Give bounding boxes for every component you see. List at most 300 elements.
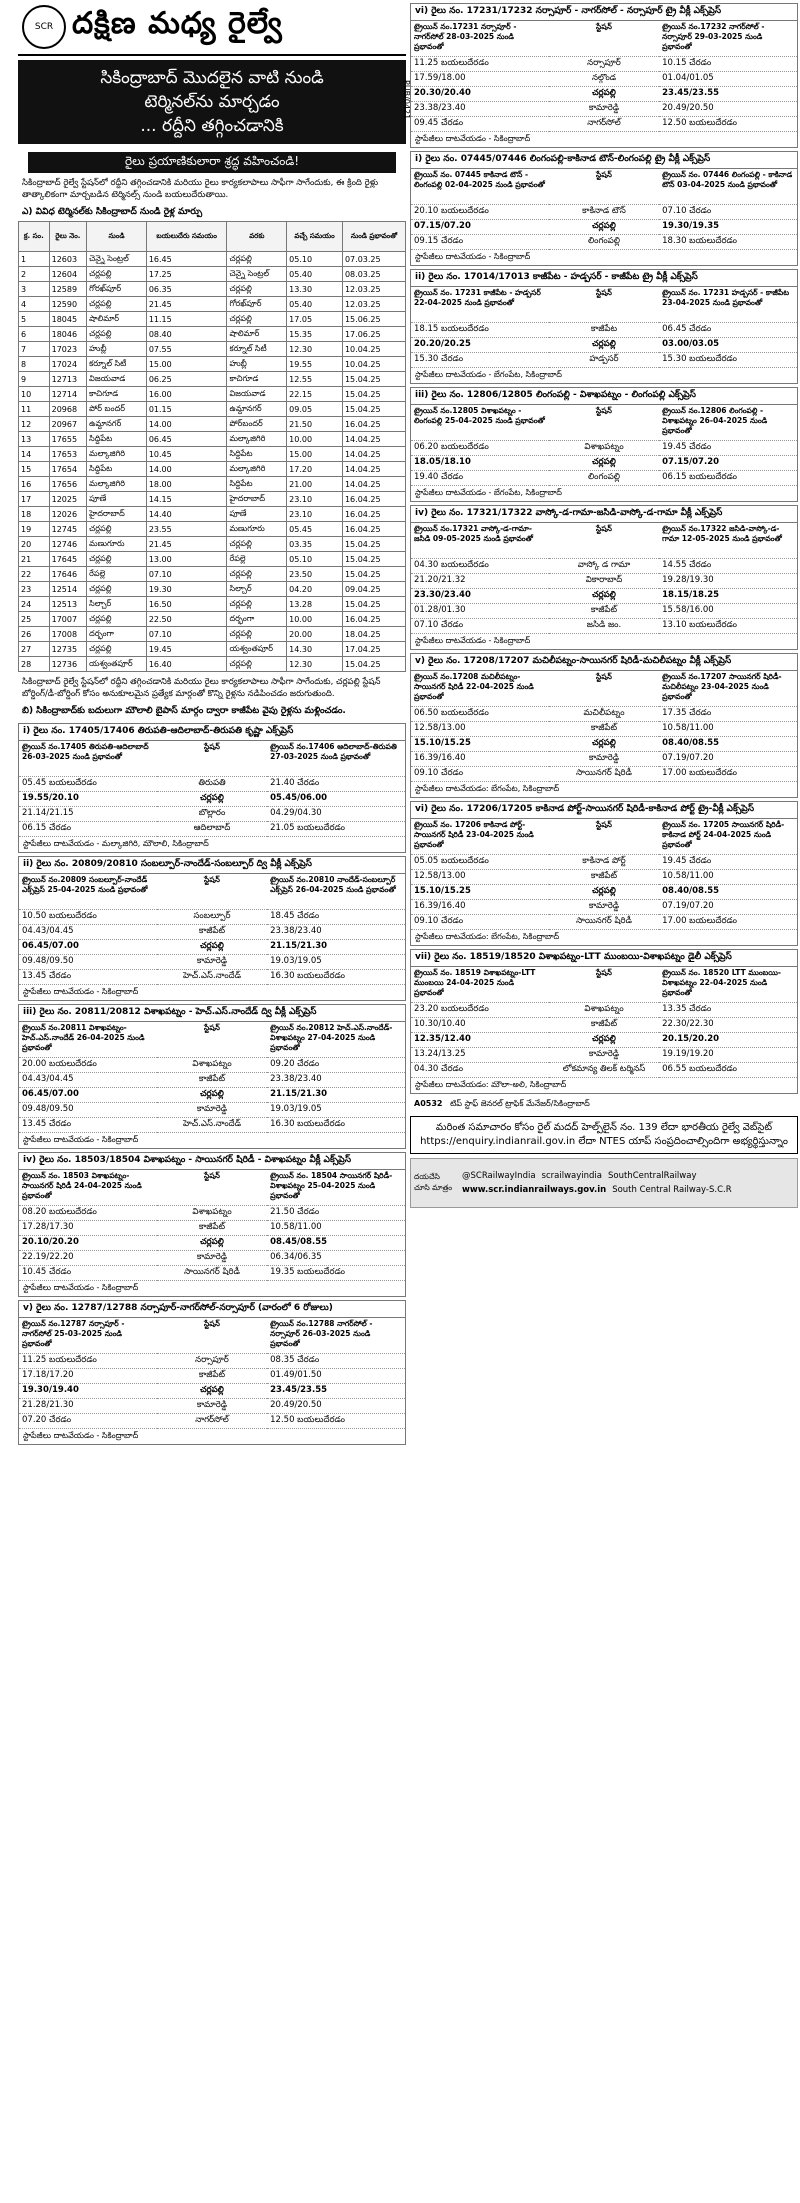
timing-cell: 06.45 చేరడం bbox=[659, 323, 797, 338]
table-row bbox=[19, 357, 406, 372]
table-cell: 04.20 bbox=[287, 582, 343, 597]
table-cell: 05.10 bbox=[287, 252, 343, 267]
timing-cell: లోకమాన్య తిలక్ టర్మినస్ bbox=[549, 1063, 659, 1078]
timing-cell: చర్లపల్లి bbox=[549, 456, 659, 471]
timing-cell: 23.45/23.55 bbox=[659, 87, 797, 102]
timing-header-mid: స్టేషన్ bbox=[157, 741, 267, 777]
social-links bbox=[462, 1171, 732, 1181]
timing-cell: 13.10 బయలుదేరడం bbox=[659, 619, 797, 634]
table-cell: కర్నూల్ సిటీ bbox=[227, 342, 287, 357]
table-cell: 15.04.25 bbox=[342, 657, 405, 672]
timing-cell: 13.35 చేరడం bbox=[659, 1003, 797, 1018]
timing-header-left: ట్రైయిన్ నం. 17231 కాజీపేట - హడ్పసర్ 22-04-2025 నుండి ప్రభావంతో bbox=[411, 287, 549, 323]
skipped-stoppages-note: స్టాపేజీలు దాటవేయడం - సికింద్రాబాద్ bbox=[415, 252, 531, 261]
timing-cell: 21.28/21.30 bbox=[19, 1399, 157, 1414]
timing-header-left: ట్రైయిన్ నం.17405 తిరుపతి-ఆదిలాబాద్ 26-03-2025 నుండి ప్రభావంతో bbox=[19, 741, 157, 777]
timing-cell: 19.40 చేరడం bbox=[411, 471, 549, 486]
twitter-handle[interactable]: @SCRailwayIndia bbox=[462, 1171, 536, 1181]
section-b-heading: బి) సికింద్రాబాద్‌కు బదులుగా మౌలాలి బైపాస్ మార్గం ద్వారా కాజీపేట వైపు రైళ్లను మళ్లించడం. bbox=[22, 706, 346, 716]
table-cell: షాలిమార్ bbox=[227, 327, 287, 342]
table-cell: గోరఖ్‌పూర్ bbox=[87, 282, 147, 297]
table-cell: 12.55 bbox=[287, 372, 343, 387]
timing-header-right: ట్రైయిన్ నం.17232 నాగర్‌సోల్ - నర్సాపూర్ 29-03-2025 నుండి ప్రభావంతో bbox=[659, 21, 797, 57]
table-row bbox=[19, 417, 406, 432]
table-cell: 15.04.25 bbox=[342, 387, 405, 402]
skipped-stoppages-note: స్టాపేజీలు దాటవేయడం: బేగంపేట, సికింద్రాబాద్ bbox=[415, 784, 560, 793]
table-cell: చర్లపల్లి bbox=[87, 642, 147, 657]
timing-cell: 19.45 చేరడం bbox=[659, 441, 797, 456]
table-cell: 14.00 bbox=[146, 417, 227, 432]
timing-cell: విశాఖపట్నం bbox=[157, 1058, 267, 1073]
table-cell: 19 bbox=[19, 522, 50, 537]
section-a-heading: ఎ) వివిధ టెర్మినల్‌కు సికింద్రాబాద్ నుండి రైళ్ల మార్పు bbox=[22, 207, 203, 217]
timing-cell: 06.50 బయలుదేరడం bbox=[411, 707, 549, 722]
timing-cell: 10.58/11.00 bbox=[659, 870, 797, 885]
timing-header-left: ట్రైయిన్ నం.12787 నర్సాపూర్ - నాగర్‌సోల్ 25-03-2025 నుండి ప్రభావంతో bbox=[19, 1318, 157, 1354]
table-cell: 18 bbox=[19, 507, 50, 522]
table-row bbox=[19, 627, 406, 642]
table-row bbox=[19, 267, 406, 282]
timing-grid bbox=[411, 819, 797, 930]
table-row bbox=[19, 447, 406, 462]
timing-header-right: ట్రైయిన్ నం.17406 ఆదిలాబాద్-తిరుపతి 27-03-2025 నుండి ప్రభావంతో bbox=[267, 741, 405, 777]
table-cell: మల్కాజిగిరి bbox=[227, 432, 287, 447]
timing-cell: 14.55 చేరడం bbox=[659, 559, 797, 574]
table-cell: 8 bbox=[19, 357, 50, 372]
timing-cell: 21.15/21.30 bbox=[267, 1088, 405, 1103]
table-cell: 21.50 bbox=[287, 417, 343, 432]
table-row bbox=[19, 372, 406, 387]
table-cell: కాచిగూడ bbox=[87, 387, 147, 402]
ad-code: A0532 bbox=[414, 1099, 443, 1108]
train-block-heading: iv) రైలు నం. 17321/17322 వాస్కో-డ-గామా-జసిడి-వాస్కో-డ-గామా వీక్లీ ఎక్స్‌ప్రెస్ bbox=[411, 506, 797, 523]
timing-cell: 15.30 చేరడం bbox=[411, 353, 549, 368]
timing-cell: సాయినగర్ షిరిడీ bbox=[549, 767, 659, 782]
table-cell: 14.04.25 bbox=[342, 432, 405, 447]
table-cell: 13 bbox=[19, 432, 50, 447]
skipped-stoppages-note: స్టాపేజీలు దాటవేయడం - సికింద్రాబాద్ bbox=[23, 1283, 139, 1292]
timing-cell: 09.48/09.50 bbox=[19, 955, 157, 970]
timing-cell: 19.30/19.35 bbox=[659, 220, 797, 235]
table-row bbox=[19, 477, 406, 492]
timing-cell: 21.14/21.15 bbox=[19, 807, 157, 822]
table-row bbox=[19, 297, 406, 312]
table-cell: సిద్దిపేట bbox=[87, 462, 147, 477]
table-cell: 19.30 bbox=[146, 582, 227, 597]
timing-header-mid: స్టేషన్ bbox=[157, 1022, 267, 1058]
table-cell: 06.35 bbox=[146, 282, 227, 297]
table-cell: 16.04.25 bbox=[342, 612, 405, 627]
terminal-change-table bbox=[18, 221, 406, 672]
table-cell: 13.28 bbox=[287, 597, 343, 612]
timing-cell: చర్లపల్లి bbox=[549, 1033, 659, 1048]
timing-cell: 20.30/20.40 bbox=[411, 87, 549, 102]
table-cell: 07.10 bbox=[146, 567, 227, 582]
table-cell: 19.45 bbox=[146, 642, 227, 657]
train-diversion-block bbox=[410, 505, 798, 650]
table-cell: సిల్చార్ bbox=[227, 582, 287, 597]
table-cell: 14.04.25 bbox=[342, 462, 405, 477]
table-cell: 26 bbox=[19, 627, 50, 642]
table-cell: 13.00 bbox=[146, 552, 227, 567]
timing-cell: 06.15 చేరడం bbox=[19, 822, 157, 837]
timing-grid bbox=[19, 1022, 405, 1133]
table-cell: 15.04.25 bbox=[342, 597, 405, 612]
timing-cell: 13.45 చేరడం bbox=[19, 1118, 157, 1133]
timing-cell: 01.28/01.30 bbox=[411, 604, 549, 619]
table-cell: పోర్‌బందర్ bbox=[227, 417, 287, 432]
timing-cell: చర్లపల్లి bbox=[549, 87, 659, 102]
table-cell: 14.30 bbox=[287, 642, 343, 657]
table-cell: 14.15 bbox=[146, 492, 227, 507]
timing-cell: లింగంపల్లి bbox=[549, 471, 659, 486]
timing-header-mid: స్టేషన్ bbox=[549, 523, 659, 559]
timing-cell: 17.59/18.00 bbox=[411, 72, 549, 87]
instagram-handle[interactable]: scrailwayindia bbox=[541, 1171, 602, 1181]
timing-cell: 19.45 చేరడం bbox=[659, 855, 797, 870]
timing-cell: 21.40 చేరడం bbox=[267, 777, 405, 792]
timing-cell: నర్సాపూర్ bbox=[549, 57, 659, 72]
timing-cell: 08.35 చేరడం bbox=[267, 1354, 405, 1369]
table-cell: 17024 bbox=[49, 357, 87, 372]
table-row bbox=[19, 582, 406, 597]
timing-cell: కామారెడ్డి bbox=[157, 1251, 267, 1266]
timing-cell: 17.00 బయలుదేరడం bbox=[659, 767, 797, 782]
timing-cell: 10.58/11.00 bbox=[659, 722, 797, 737]
table-cell: చర్లపల్లి bbox=[227, 597, 287, 612]
timing-cell: 15.10/15.25 bbox=[411, 885, 549, 900]
table-cell: 23.10 bbox=[287, 507, 343, 522]
timing-cell: 04.29/04.30 bbox=[267, 807, 405, 822]
timing-cell: 06.45/07.00 bbox=[19, 940, 157, 955]
timing-cell: 21.05 బయలుదేరడం bbox=[267, 822, 405, 837]
timing-grid bbox=[411, 287, 797, 368]
timing-cell: 22.30/22.30 bbox=[659, 1018, 797, 1033]
timing-header-left: ట్రైయిన్ నం.17321 వాస్కో-డ-గామా-జసిడి 09-05-2025 నుండి ప్రభావంతో bbox=[411, 523, 549, 559]
table-cell: 15.00 bbox=[146, 357, 227, 372]
table-cell: 05.40 bbox=[287, 297, 343, 312]
table-row bbox=[19, 387, 406, 402]
timing-cell: కాజీపేట్ bbox=[549, 604, 659, 619]
table-cell: 07.03.25 bbox=[342, 252, 405, 267]
timing-cell: 15.30 బయలుదేరడం bbox=[659, 353, 797, 368]
table-cell: 22.15 bbox=[287, 387, 343, 402]
table-cell: షాలిమార్ bbox=[87, 312, 147, 327]
timing-cell: చర్లపల్లి bbox=[549, 220, 659, 235]
helpline-box: మరింత సమాచారం కోసం రైల్ మదద్ హెల్ప్‌లైన్ నం. 139 లేదా భారతీయ రైల్వే వెబ్‌సైట్ https://enquiry.indianrail.gov.in లేదా NTES యాప్ సంప్రదించాల్సిందిగా అభ్యర్థిస్తున్నాం bbox=[410, 1116, 798, 1154]
timing-cell: మచిలీపట్నం bbox=[549, 707, 659, 722]
table-cell: 16.04.25 bbox=[342, 492, 405, 507]
table-cell: 12025 bbox=[49, 492, 87, 507]
table-cell: 08.40 bbox=[146, 327, 227, 342]
table-cell: చర్లపల్లి bbox=[227, 537, 287, 552]
table-cell: 12.03.25 bbox=[342, 297, 405, 312]
table-cell: 10.04.25 bbox=[342, 342, 405, 357]
timing-cell: 04.43/04.45 bbox=[19, 925, 157, 940]
table-cell: 17653 bbox=[49, 447, 87, 462]
table-cell: 15.04.25 bbox=[342, 537, 405, 552]
table-cell: 09.05 bbox=[287, 402, 343, 417]
table-cell: మణుగూరు bbox=[87, 537, 147, 552]
timing-cell: సాయినగర్ షిరిడీ bbox=[157, 1266, 267, 1281]
timing-header-mid: స్టేషన్ bbox=[549, 21, 659, 57]
table-cell: 20968 bbox=[49, 402, 87, 417]
timing-header-left: ట్రైయిన్ నం. 18519 విశాఖపట్నం-LTT ముంబయి 24-04-2025 నుండి ప్రభావంతో bbox=[411, 967, 549, 1003]
right-column bbox=[410, 0, 798, 1208]
diversion-blocks-right bbox=[410, 3, 798, 1094]
timing-header-mid: స్టేషన్ bbox=[549, 671, 659, 707]
timing-cell: 11.25 బయలుదేరడం bbox=[411, 57, 549, 72]
timing-cell: కాజీపేట్ bbox=[549, 1018, 659, 1033]
table-cell: చర్లపల్లి bbox=[87, 297, 147, 312]
train-diversion-block bbox=[18, 1300, 406, 1445]
table-cell: 18.04.25 bbox=[342, 627, 405, 642]
table-cell: పోర్ బందర్ bbox=[87, 402, 147, 417]
table-cell: 7 bbox=[19, 342, 50, 357]
table-cell: చర్లపల్లి bbox=[87, 522, 147, 537]
timing-cell: 12.58/13.00 bbox=[411, 870, 549, 885]
table-cell: చర్లపల్లి bbox=[87, 327, 147, 342]
skipped-stoppages-note: స్టాపేజీలు దాటవేయడం - సికింద్రాబాద్ bbox=[415, 134, 531, 143]
timing-cell: 07.20 చేరడం bbox=[19, 1414, 157, 1429]
table-cell: పూణే bbox=[87, 492, 147, 507]
timing-cell: 08.20 బయలుదేరడం bbox=[19, 1206, 157, 1221]
table-cell: 03.35 bbox=[287, 537, 343, 552]
table-cell: 12746 bbox=[49, 537, 87, 552]
timing-cell: 17.00 బయలుదేరడం bbox=[659, 915, 797, 930]
table-cell: 17654 bbox=[49, 462, 87, 477]
train-block-heading: iii) రైలు నం. 20811/20812 విశాఖపట్నం - హెచ్.ఎస్.నాందేడ్ ద్వి వీక్లీ ఎక్స్‌ప్రెస్ bbox=[19, 1005, 405, 1022]
table-cell: 16.50 bbox=[146, 597, 227, 612]
timing-cell: 09.20 చేరడం bbox=[267, 1058, 405, 1073]
timing-cell: 19.35 బయలుదేరడం bbox=[267, 1266, 405, 1281]
train-block-heading: i) రైలు నం. 07445/07446 లింగంపల్లి-కాకినాడ టౌన్-లింగంపల్లి ట్రై వీక్లీ ఎక్స్‌ప్రెస్ bbox=[411, 152, 797, 169]
timing-grid bbox=[411, 671, 797, 782]
timing-cell: 20.10 బయలుదేరడం bbox=[411, 205, 549, 220]
timing-cell: 23.30/23.40 bbox=[411, 589, 549, 604]
table-cell: 16 bbox=[19, 477, 50, 492]
timing-cell: విశాఖపట్నం bbox=[157, 1206, 267, 1221]
table-cell: 05.40 bbox=[287, 267, 343, 282]
table-cell: 22.50 bbox=[146, 612, 227, 627]
table-cell: చర్లపల్లి bbox=[227, 252, 287, 267]
table-cell: 17656 bbox=[49, 477, 87, 492]
pub-code: PUB/0421 bbox=[402, 80, 411, 120]
table-header-cell: రైలు నెం. bbox=[49, 222, 87, 252]
timing-grid bbox=[411, 169, 797, 250]
timing-header-mid: స్టేషన్ bbox=[549, 967, 659, 1003]
skipped-stoppages-note: స్టాపేజీలు దాటవేయడం - సికింద్రాబాద్ bbox=[23, 1431, 139, 1440]
timing-cell: 20.15/20.20 bbox=[659, 1033, 797, 1048]
train-diversion-block bbox=[18, 856, 406, 1001]
timing-cell: హడ్పసర్ bbox=[549, 353, 659, 368]
table-cell: 25 bbox=[19, 612, 50, 627]
timing-cell: 18.45 చేరడం bbox=[267, 910, 405, 925]
table-row bbox=[19, 612, 406, 627]
timing-header-mid: స్టేషన్ bbox=[157, 874, 267, 910]
table-cell: మల్కాజిగిరి bbox=[87, 447, 147, 462]
table-cell: ఉమ్దానగర్ bbox=[87, 417, 147, 432]
table-cell: 16.04.25 bbox=[342, 522, 405, 537]
timing-cell: ఆదిలాబాద్ bbox=[157, 822, 267, 837]
diversion-blocks-left bbox=[18, 723, 406, 1445]
table-cell: 10.45 bbox=[146, 447, 227, 462]
timing-header-left: ట్రైయిన్ నం. 17206 కాకినాడ పోర్ట్-సాయినగర్ షిరిడీ 23-04-2025 నుండి ప్రభావంతో bbox=[411, 819, 549, 855]
timing-header-right: ట్రైయిన్ నం.17207 సాయినగర్ షిరిడీ-మచిలీపట్నం 23-04-2025 నుండి ప్రభావంతో bbox=[659, 671, 797, 707]
table-header-cell: నుండి bbox=[87, 222, 147, 252]
footer-signature-row bbox=[410, 1097, 798, 1112]
table-cell: 17023 bbox=[49, 342, 87, 357]
skipped-stoppages-note: స్టాపేజీలు దాటవేయడం - సికింద్రాబాద్ bbox=[415, 636, 531, 645]
table-cell: 17.20 bbox=[287, 462, 343, 477]
timing-header-right: ట్రైయిన్ నం.17322 జసిడి-వాస్కో-డ-గామా 12-05-2025 నుండి ప్రభావంతో bbox=[659, 523, 797, 559]
train-block-heading: i) రైలు నం. 17405/17406 తిరుపతి-ఆదిలాబాద్-తిరుపతి కృష్ణా ఎక్స్‌ప్రెస్ bbox=[19, 724, 405, 741]
timing-cell: 08.40/08.55 bbox=[659, 737, 797, 752]
timing-cell: 16.30 బయలుదేరడం bbox=[267, 1118, 405, 1133]
table-row bbox=[19, 252, 406, 267]
table-row bbox=[19, 462, 406, 477]
table-cell: 17.25 bbox=[146, 267, 227, 282]
timing-cell: హెచ్.ఎస్.నాందేడ్ bbox=[157, 970, 267, 985]
table-cell: చర్లపల్లి bbox=[87, 612, 147, 627]
table-cell: 15.04.25 bbox=[342, 372, 405, 387]
timing-cell: 16.30 బయలుదేరడం bbox=[267, 970, 405, 985]
table-cell: యశ్వంతపూర్ bbox=[87, 657, 147, 672]
table-cell: 10 bbox=[19, 387, 50, 402]
timing-cell: 10.50 బయలుదేరడం bbox=[19, 910, 157, 925]
timing-cell: 06.34/06.35 bbox=[267, 1251, 405, 1266]
table-row bbox=[19, 567, 406, 582]
timing-cell: 12.50 బయలుదేరడం bbox=[659, 117, 797, 132]
table-cell: 21.45 bbox=[146, 537, 227, 552]
timing-cell: 19.55/20.10 bbox=[19, 792, 157, 807]
table-cell: 07.10 bbox=[146, 627, 227, 642]
skipped-stoppages-note: స్టాపేజీలు దాటవేయడం - బేగంపేట, సికింద్రాబాద్ bbox=[415, 488, 562, 497]
table-cell: గోరఖ్‌పూర్ bbox=[227, 297, 287, 312]
train-block-heading: v) రైలు నం. 17208/17207 మచిలీపట్నం-సాయినగర్ షిరిడీ-మచిలీపట్నం వీక్లీ ఎక్స్‌ప్రెస్ bbox=[411, 654, 797, 671]
table-cell: 12026 bbox=[49, 507, 87, 522]
table-cell: 6 bbox=[19, 327, 50, 342]
table-cell: 11.15 bbox=[146, 312, 227, 327]
timing-cell: నాగర్‌సోల్ bbox=[157, 1414, 267, 1429]
table-cell: చర్లపల్లి bbox=[227, 657, 287, 672]
table-row bbox=[19, 492, 406, 507]
table-cell: 10.04.25 bbox=[342, 357, 405, 372]
table-cell: హుబ్లీ bbox=[87, 342, 147, 357]
timing-cell: 23.38/23.40 bbox=[267, 1073, 405, 1088]
skipped-stoppages-note: స్టాపేజీలు దాటవేయడం: మౌలా-అలి, సికింద్రాబాద్ bbox=[415, 1080, 567, 1089]
table-cell: 15.04.25 bbox=[342, 567, 405, 582]
table-cell: 1 bbox=[19, 252, 50, 267]
table-cell: 14 bbox=[19, 447, 50, 462]
timing-cell: చర్లపల్లి bbox=[157, 1384, 267, 1399]
timing-cell: విశాఖపట్నం bbox=[549, 441, 659, 456]
table-cell: 12589 bbox=[49, 282, 87, 297]
train-diversion-block bbox=[410, 949, 798, 1094]
train-block-heading: iii) రైలు నం. 12806/12805 లింగంపల్లి - విశాఖపట్నం - లింగంపల్లి ఎక్స్‌ప్రెస్ bbox=[411, 388, 797, 405]
timing-cell: 06.45/07.00 bbox=[19, 1088, 157, 1103]
website-link[interactable]: www.scr.indianrailways.gov.in bbox=[462, 1185, 607, 1195]
timing-cell: కాజీపేట్ bbox=[157, 925, 267, 940]
timing-header-right: ట్రైయిన్ నం.12788 నాగర్‌సోల్ - నర్సాపూర్ 26-03-2025 నుండి ప్రభావంతో bbox=[267, 1318, 405, 1354]
train-diversion-block bbox=[410, 3, 798, 148]
table-cell: 17646 bbox=[49, 567, 87, 582]
train-block-heading: ii) రైలు నం. 20809/20810 సంబల్పూర్-నాందేడ్-సంబల్పూర్ ద్వి వీక్లీ ఎక్స్‌ప్రెస్ bbox=[19, 857, 405, 874]
table-cell: 16.40 bbox=[146, 657, 227, 672]
train-block-heading: v) రైలు నం. 12787/12788 నర్సాపూర్-నాగర్‌సోల్-నర్సాపూర్ (వారంలో 6 రోజులు) bbox=[19, 1301, 405, 1318]
headline-banner bbox=[18, 60, 411, 144]
skipped-stoppages-note: స్టాపేజీలు దాటవేయడం - సికింద్రాబాద్ bbox=[23, 1135, 139, 1144]
timing-cell: 06.15 బయలుదేరడం bbox=[659, 471, 797, 486]
table-header-cell: వరకు bbox=[227, 222, 287, 252]
timing-cell: 04.43/04.45 bbox=[19, 1073, 157, 1088]
table-cell: 16.04.25 bbox=[342, 507, 405, 522]
table-cell: 13.30 bbox=[287, 282, 343, 297]
train-block-heading: iv) రైలు నం. 18503/18504 విశాఖపట్నం - సాయినగర్ షిరిడీ - విశాఖపట్నం వీక్లీ ఎక్స్‌ప్రెస్ bbox=[19, 1153, 405, 1170]
timing-cell: 15.58/16.00 bbox=[659, 604, 797, 619]
timing-header-right: ట్రైయిన్ నం. 18520 LTT ముంబయి-విశాఖపట్నం 22-04-2025 నుండి ప్రభావంతో bbox=[659, 967, 797, 1003]
timing-cell: 09.10 చేరడం bbox=[411, 915, 549, 930]
timing-cell: 18.30 బయలుదేరడం bbox=[659, 235, 797, 250]
timing-cell: 21.20/21.32 bbox=[411, 574, 549, 589]
train-diversion-block bbox=[410, 653, 798, 798]
timing-header-left: ట్రైయిన్ నం.20811 విశాఖపట్నం-హెచ్.ఎస్.నాందేడ్ 26-04-2025 నుండి ప్రభావంతో bbox=[19, 1022, 157, 1058]
table-cell: హైదరాబాద్ bbox=[227, 492, 287, 507]
train-block-heading: ii) రైలు నం. 17014/17013 కాజీపేట - హడ్పసర్ - కాజీపేట ట్రై వీక్లీ ఎక్స్‌ప్రెస్ bbox=[411, 270, 797, 287]
facebook-handle[interactable]: SouthCentralRailway bbox=[607, 1171, 697, 1181]
table-cell: 05.45 bbox=[287, 522, 343, 537]
table-cell: కర్నూల్ సిటీ bbox=[87, 357, 147, 372]
table-cell: దర్భంగా bbox=[87, 627, 147, 642]
table-row bbox=[19, 327, 406, 342]
timing-cell: 01.49/01.50 bbox=[267, 1369, 405, 1384]
banner-line-1: సికింద్రాబాద్ మొదలైన వాటి నుండి bbox=[100, 68, 324, 88]
table-cell: 2 bbox=[19, 267, 50, 282]
table-cell: 16.00 bbox=[146, 387, 227, 402]
table-cell: 12736 bbox=[49, 657, 87, 672]
table-cell: 12735 bbox=[49, 642, 87, 657]
notice-heading: రైలు ప్రయాణికులారా శ్రద్ధ వహించండి! bbox=[28, 152, 396, 173]
table-row bbox=[19, 402, 406, 417]
timing-header-left: ట్రైయిన్ నం.17208 మచిలీపట్నం-సాయినగర్ షిరిడీ 22-04-2025 నుండి ప్రభావంతో bbox=[411, 671, 549, 707]
mid-paragraph: సికింద్రాబాద్ రైల్వే స్టేషన్‌లో రద్దీని తగ్గించడానికి మరియు రైలు కార్యకలాపాలు సాఫీగా సాగేందుకు, చర్లపల్లి స్టేషన్ బోర్డింగ్/డీ-బోర్డింగ్ కోసం అనుకూలమైన ప్రత్యేక మార్గంతో కొన్ని రైళ్లను నడిపించడం జరుగుతుంది. bbox=[22, 677, 381, 699]
table-cell: 16.45 bbox=[146, 252, 227, 267]
timing-cell: బొల్లారం bbox=[157, 807, 267, 822]
timing-cell: కామారెడ్డి bbox=[157, 1399, 267, 1414]
table-cell: 22 bbox=[19, 567, 50, 582]
table-cell: 12603 bbox=[49, 252, 87, 267]
timing-cell: 07.15/07.20 bbox=[659, 456, 797, 471]
youtube-handle[interactable]: South Central Railway-S.C.R bbox=[612, 1185, 732, 1195]
table-cell: 12.30 bbox=[287, 657, 343, 672]
table-cell: 17645 bbox=[49, 552, 87, 567]
table-cell: ఉమ్దానగర్ bbox=[227, 402, 287, 417]
table-header-cell: నుండి ప్రభావంతో bbox=[342, 222, 405, 252]
timing-header-right: ట్రైయిన్ నం. 17231 హడ్పసర్ - కాజీపేట 23-04-2025 నుండి ప్రభావంతో bbox=[659, 287, 797, 323]
table-cell: రేపల్లె bbox=[87, 567, 147, 582]
timing-header-left: ట్రైయిన్ నం.12805 విశాఖపట్నం - లింగంపల్లి 25-04-2025 నుండి ప్రభావంతో bbox=[411, 405, 549, 441]
railway-logo-icon: SCR bbox=[22, 5, 66, 49]
timing-cell: 19.28/19.30 bbox=[659, 574, 797, 589]
table-cell: 23 bbox=[19, 582, 50, 597]
timing-cell: చర్లపల్లి bbox=[157, 1236, 267, 1251]
timing-header-left: ట్రైయిన్ నం.20809 సంబల్పూర్-నాందేడ్ ఎక్స్‌ప్రెస్ 25-04-2025 నుండి ప్రభావంతో bbox=[19, 874, 157, 910]
timing-cell: కాజీపేట bbox=[549, 323, 659, 338]
table-header-cell: క్ర. సం. bbox=[19, 222, 50, 252]
table-cell: 23.50 bbox=[287, 567, 343, 582]
table-header-cell: వచ్చే సమయం bbox=[287, 222, 343, 252]
timing-cell: 16.39/16.40 bbox=[411, 752, 549, 767]
